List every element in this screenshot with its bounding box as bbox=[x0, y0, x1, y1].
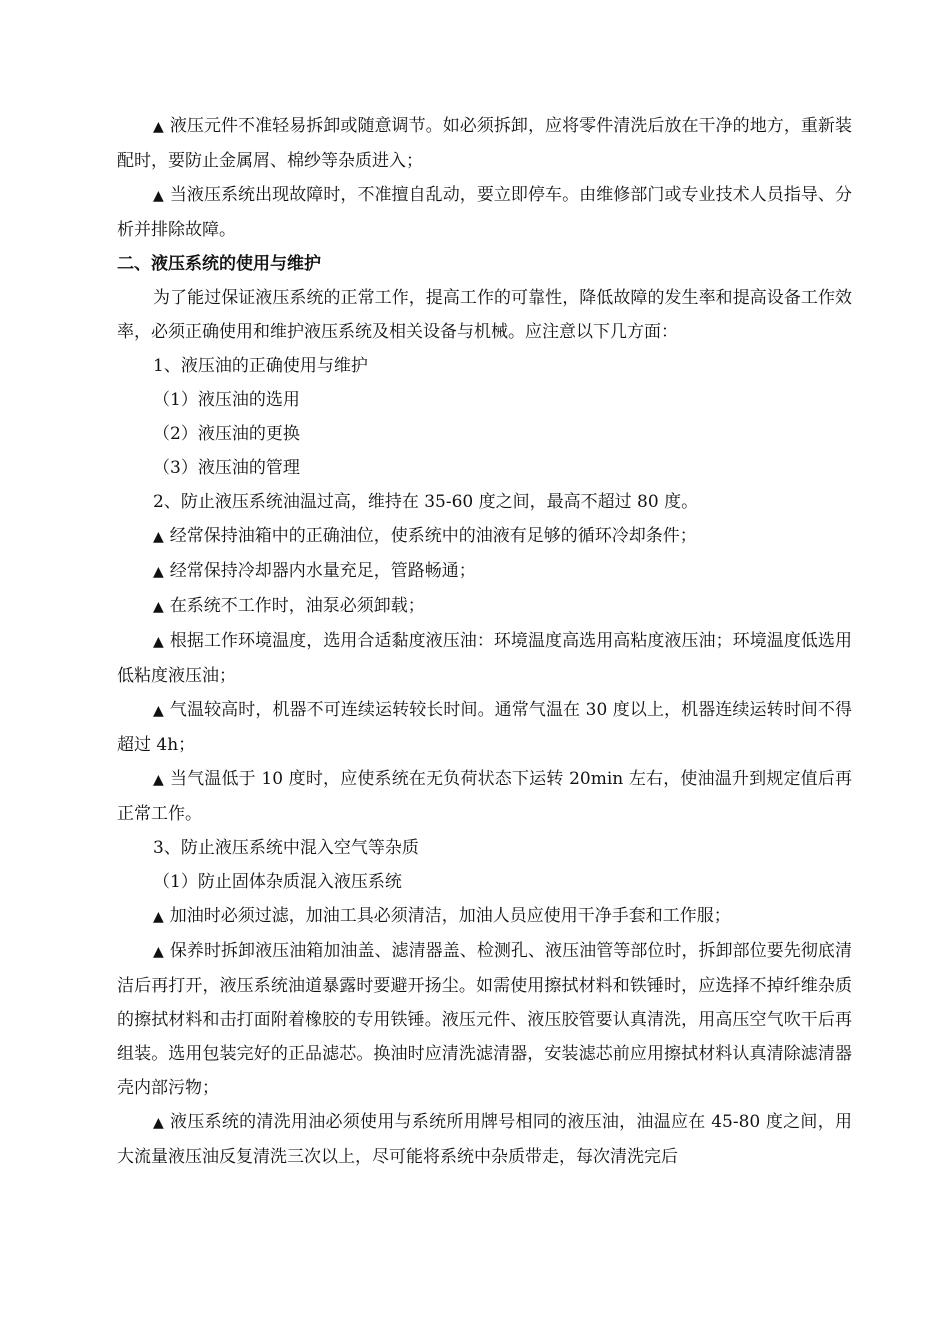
triangle-bullet-icon: ▲ bbox=[153, 634, 164, 650]
paragraph-text: （3）液压油的管理 bbox=[153, 458, 300, 478]
triangle-bullet-icon: ▲ bbox=[153, 599, 164, 615]
sub-item bbox=[117, 865, 852, 899]
bullet-paragraph bbox=[117, 1105, 852, 1174]
bullet-paragraph bbox=[117, 624, 852, 693]
paragraph-text: 为了能过保证液压系统的正常工作，提高工作的可靠性，降低故障的发生率和提高设备工作效率，必须正确使用和维护液压系统及相关设备与机械。应注意以下几方面： bbox=[117, 288, 852, 342]
paragraph-text: 根据工作环境温度，选用合适黏度液压油：环境温度高选用高粘度液压油；环境温度低选用低粘度液压油； bbox=[117, 631, 852, 686]
triangle-bullet-icon: ▲ bbox=[153, 564, 164, 580]
paragraph-text: 3、防止液压系统中混入空气等杂质 bbox=[153, 838, 419, 858]
paragraph-text: 液压元件不准轻易拆卸或随意调节。如必须拆卸，应将零件清洗后放在干净的地方，重新装配时，要防止金属屑、棉纱等杂质进入； bbox=[117, 116, 852, 171]
document-body bbox=[117, 109, 852, 1174]
bullet-paragraph bbox=[117, 554, 852, 589]
body-paragraph bbox=[117, 485, 852, 519]
body-paragraph bbox=[117, 831, 852, 865]
bullet-paragraph bbox=[117, 109, 852, 178]
paragraph-text: （2）液压油的更换 bbox=[153, 424, 300, 444]
paragraph-text: 经常保持冷却器内水量充足，管路畅通； bbox=[169, 561, 476, 581]
paragraph-text: 加油时必须过滤，加油工具必须清洁，加油人员应使用干净手套和工作服； bbox=[169, 906, 731, 926]
bullet-paragraph bbox=[117, 178, 852, 247]
heading-text: 二、液压系统的使用与维护 bbox=[117, 254, 321, 274]
bullet-paragraph bbox=[117, 762, 852, 831]
triangle-bullet-icon: ▲ bbox=[153, 909, 164, 925]
paragraph-text: 2、防止液压系统油温过高，维持在 35-60 度之间，最高不超过 80 度。 bbox=[153, 492, 699, 512]
triangle-bullet-icon: ▲ bbox=[153, 188, 164, 204]
paragraph-text: 经常保持油箱中的正确油位，使系统中的油液有足够的循环冷却条件； bbox=[169, 526, 697, 546]
triangle-bullet-icon: ▲ bbox=[153, 772, 164, 788]
body-paragraph bbox=[117, 349, 852, 383]
triangle-bullet-icon: ▲ bbox=[153, 703, 164, 719]
bullet-paragraph bbox=[117, 519, 852, 554]
triangle-bullet-icon: ▲ bbox=[153, 119, 164, 135]
paragraph-text: （1）液压油的选用 bbox=[153, 390, 300, 410]
triangle-bullet-icon: ▲ bbox=[153, 944, 164, 960]
paragraph-text: 当液压系统出现故障时，不准擅自乱动，要立即停车。由维修部门或专业技术人员指导、分析并排除故障。 bbox=[117, 185, 852, 240]
paragraph-text: （1）防止固体杂质混入液压系统 bbox=[153, 872, 402, 892]
paragraph-text: 1、液压油的正确使用与维护 bbox=[153, 356, 368, 376]
paragraph-text: 液压系统的清洗用油必须使用与系统所用牌号相同的液压油，油温应在 45-80 度之间，用大流量液压油反复清洗三次以上，尽可能将系统中杂质带走，每次清洗完后 bbox=[117, 1112, 852, 1167]
triangle-bullet-icon: ▲ bbox=[153, 1115, 165, 1131]
paragraph-text: 在系统不工作时，油泵必须卸载； bbox=[169, 596, 425, 616]
sub-item bbox=[117, 451, 852, 485]
triangle-bullet-icon: ▲ bbox=[153, 529, 164, 545]
paragraph-text: 气温较高时，机器不可连续运转较长时间。通常气温在 30 度以上，机器连续运转时间不得超过 4h； bbox=[117, 700, 852, 755]
section-heading bbox=[117, 247, 852, 281]
paragraph-text: 当气温低于 10 度时，应使系统在无负荷状态下运转 20min 左右，使油温升到规定值后再正常工作。 bbox=[117, 769, 852, 824]
sub-item bbox=[117, 383, 852, 417]
bullet-paragraph bbox=[117, 589, 852, 624]
sub-item bbox=[117, 417, 852, 451]
bullet-paragraph bbox=[117, 899, 852, 934]
paragraph-text: 保养时拆卸液压油箱加油盖、滤清器盖、检测孔、液压油管等部位时，拆卸部位要先彻底清洁后再打开，液压系统油道暴露时要避开扬尘。如需使用擦拭材料和铁锤时，应选择不掉纤维杂质的擦拭材料和击打面附着橡胶的专用铁锤。液压元件、液压胶管要认真清洗，用高压空气吹干后再组装。选用包装完好的正品滤芯。换油时应清洗滤清器，安装滤芯前应用擦拭材料认真清除滤清器壳内部污物； bbox=[117, 941, 852, 1098]
body-paragraph bbox=[117, 281, 852, 349]
bullet-paragraph bbox=[117, 934, 852, 1105]
bullet-paragraph bbox=[117, 693, 852, 762]
